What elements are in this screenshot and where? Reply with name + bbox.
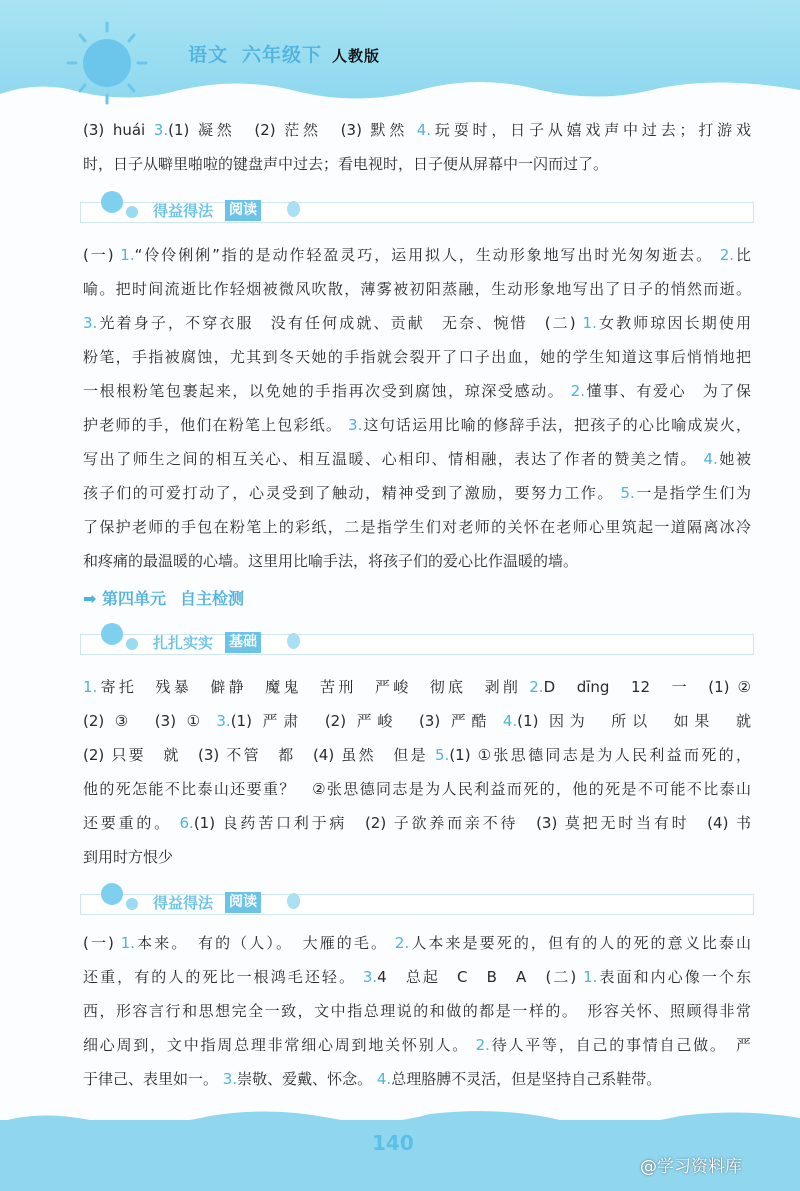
answer-text: 光着身子，不穿衣服 没有任何成就、贡献 无奈、惋惜 (二): [97, 314, 583, 332]
answer-text: (1) 凝然 (2) 茫然 (3) 默然: [168, 121, 417, 139]
answer-text: 护老师的手，他们在粉笔上包彩纸。: [83, 416, 349, 434]
question-number: 5.: [620, 484, 635, 502]
answer-text: 她被: [717, 450, 751, 468]
question-number: 3.: [83, 314, 98, 332]
unit-title: 自主检测: [180, 589, 245, 608]
answer-text: 孩子们的可爱打动了，心灵受到了触动，精神受到了激励，要努力工作。: [83, 484, 621, 502]
section-badge: 阅读: [225, 892, 261, 913]
text-line: [83, 840, 751, 874]
question-number: 4.: [703, 450, 718, 468]
answer-text: 女教师琼因长期使用: [596, 314, 751, 332]
answer-text: 于律己、表里如一。: [83, 1070, 223, 1088]
text-line: [83, 272, 751, 306]
text-line: [83, 670, 751, 704]
question-number: 4.: [502, 712, 518, 730]
answer-text: 待人平等，自己的事情自己做。 严: [489, 1036, 751, 1054]
section-bar-basics: [80, 634, 754, 655]
question-number: 1.: [120, 246, 135, 264]
grade: 六年级下: [242, 44, 323, 66]
question-number: 1.: [83, 678, 98, 696]
section-label: 得益得法: [153, 202, 214, 220]
bubble-icon: [126, 638, 138, 650]
answer-block-1: [83, 113, 751, 181]
question-number: 5.: [435, 746, 450, 764]
answer-text: 一根根粉笔包裹起来，以免她的手指再次受到腐蚀，琼深受感动。: [83, 382, 571, 400]
answer-text: 写出了师生之间的相互关心、相互温暖、心相印、情相融，表达了作者的赞美之情。: [83, 450, 704, 468]
text-line: [83, 147, 751, 181]
text-line: [83, 806, 751, 840]
bubble-icon: [126, 206, 138, 218]
text-line: [83, 238, 751, 272]
bubble-icon: [287, 633, 300, 649]
answer-text: (一): [83, 934, 121, 952]
answer-text: D dīng 12 一 (1) ②: [543, 678, 751, 696]
answer-text: 他的死怎能不比泰山还要重？ ②张思德同志是为人民利益而死的，他的死是不可能不比泰山: [83, 780, 751, 798]
page-number: 140: [372, 1131, 414, 1155]
text-line: [83, 306, 751, 340]
edition: 人教版: [332, 47, 381, 65]
unit-heading: [83, 586, 244, 609]
watermark: @学习资料库: [640, 1157, 742, 1177]
section-badge: 阅读: [225, 200, 261, 221]
text-line: [83, 113, 751, 147]
text-line: [83, 738, 751, 772]
bubble-icon: [287, 893, 300, 909]
answer-text: 崇敬、爱戴、怀念。: [237, 1070, 377, 1088]
arrow-icon: ➡: [83, 589, 97, 608]
text-line: [83, 544, 751, 578]
bubble-icon: [126, 898, 138, 910]
answer-text: 西，形容言行和思想完全一致，文中指总理说的和做的都是一样的。 形容关怀、照顾得非常: [83, 1002, 751, 1020]
question-number: 3.: [216, 712, 231, 730]
question-number: 4.: [376, 1070, 392, 1088]
answer-text: 本来。 有的（人）。 大雁的毛。: [135, 934, 395, 952]
answer-text: 细心周到，文中指周总理非常细心周到地关怀别人。: [83, 1036, 476, 1054]
question-number: 2.: [475, 1036, 490, 1054]
answer-text: 还要重的。: [83, 814, 180, 832]
question-number: 3.: [362, 968, 378, 986]
answer-text: 总理胳膊不灵活，但是坚持自己系鞋带。: [391, 1070, 662, 1088]
answer-text: 了保护老师的手包在粉笔上的彩纸，二是指学生们对老师的关怀在老师心里筑起一道隔离冰冷: [83, 518, 751, 536]
question-number: 1.: [583, 968, 598, 986]
answer-text: 粉笔，手指被腐蚀，尤其到冬天她的手指就会裂开了口子出血，她的学生知道这事后悄悄地把: [83, 348, 751, 366]
answer-text: 喻。把时间流逝比作轻烟被微风吹散，薄雾被初阳蒸融，生动形象地写出了日子的悄然而逝。: [83, 280, 751, 298]
text-line: [83, 960, 751, 994]
subject: 语文: [188, 44, 229, 66]
question-number: 3.: [153, 121, 169, 139]
question-number: 2.: [570, 382, 586, 400]
answer-text: 玩耍时，日子从嬉戏声中过去；打游戏: [431, 121, 751, 139]
answer-text: (一): [83, 246, 121, 264]
question-number: 3.: [348, 416, 363, 434]
answer-text: (1) 严肃 (2) 严峻 (3) 严酷: [230, 712, 503, 730]
text-line: [83, 1028, 751, 1062]
text-line: [83, 340, 751, 374]
answer-text: 懂事、有爱心 为了保: [585, 382, 751, 400]
text-line: [83, 476, 751, 510]
question-number: 4.: [416, 121, 432, 139]
question-number: 3.: [222, 1070, 238, 1088]
question-number: 2.: [719, 246, 735, 264]
question-number: 2.: [394, 934, 410, 952]
answer-text: 和疼痛的最温暖的心墙。这里用比喻手法，将孩子们的爱心比作温暖的墙。: [83, 552, 579, 570]
bubble-icon: [101, 623, 123, 645]
section-bar-reading-2: [80, 894, 754, 915]
answer-text: 表面和内心像一个东: [597, 968, 751, 986]
answer-text: 一是指学生们为: [634, 484, 751, 502]
answer-text: 比: [734, 246, 751, 264]
answer-block-3: [83, 670, 751, 874]
answer-text: 人本来是要死的，但有的人的死的意义比泰山: [409, 934, 751, 952]
bubble-icon: [101, 883, 123, 905]
question-number: 6.: [179, 814, 194, 832]
answer-text: 4 总起 C B A (二): [377, 968, 584, 986]
unit-name: 第四单元: [101, 589, 166, 608]
text-line: [83, 374, 751, 408]
answer-text: (2) ③ (3) ①: [83, 712, 217, 730]
answer-text: (1) 良药苦口利于病 (2) 子欲养而亲不待 (3) 莫把无时当有时 (4) 书: [193, 814, 751, 832]
text-line: [83, 926, 751, 960]
sun-icon: [62, 15, 152, 105]
answer-text: (1) ①张思德同志是为人民利益而死的，: [449, 746, 751, 764]
question-number: 2.: [529, 678, 544, 696]
question-number: 1.: [582, 314, 597, 332]
answer-text: (1) 因为 所以 如果 就: [517, 712, 751, 730]
text-line: [83, 994, 751, 1028]
answer-text: 这句话运用比喻的修辞手法，把孩子的心比喻成炭火，: [362, 416, 751, 434]
section-badge: 基础: [225, 632, 261, 653]
answer-text: 时，日子从噼里啪啦的键盘声中过去；看电视时，日子便从屏幕中一闪而过了。: [83, 155, 609, 173]
answer-text: “伶伶俐俐”指的是动作轻盈灵巧，运用拟人，生动形象地写出时光匆匆逝去。: [134, 246, 720, 264]
answer-text: (2) 只要 就 (3) 不管 都 (4) 虽然 但是: [83, 746, 435, 764]
text-line: [83, 1062, 751, 1096]
bubble-icon: [287, 201, 300, 217]
text-line: [83, 408, 751, 442]
section-label: 扎扎实实: [153, 634, 214, 652]
section-bar-reading-1: [80, 202, 754, 223]
text-line: [83, 510, 751, 544]
section-label: 得益得法: [153, 894, 214, 912]
answer-text: 到用时方恨少: [83, 848, 174, 866]
answer-block-2: [83, 238, 751, 578]
question-number: 1.: [120, 934, 136, 952]
answer-text: 寄托 残暴 僻静 魔鬼 苦刑 严峻 彻底 剥削: [97, 678, 530, 696]
text-line: [83, 704, 751, 738]
book-title: [188, 40, 380, 67]
text-line: [83, 772, 751, 806]
answer-block-4: [83, 926, 751, 1096]
answer-text: (3) huái: [83, 121, 154, 139]
text-line: [83, 442, 751, 476]
answer-text: 还重，有的人的死比一根鸿毛还轻。: [83, 968, 363, 986]
bubble-icon: [101, 191, 123, 213]
